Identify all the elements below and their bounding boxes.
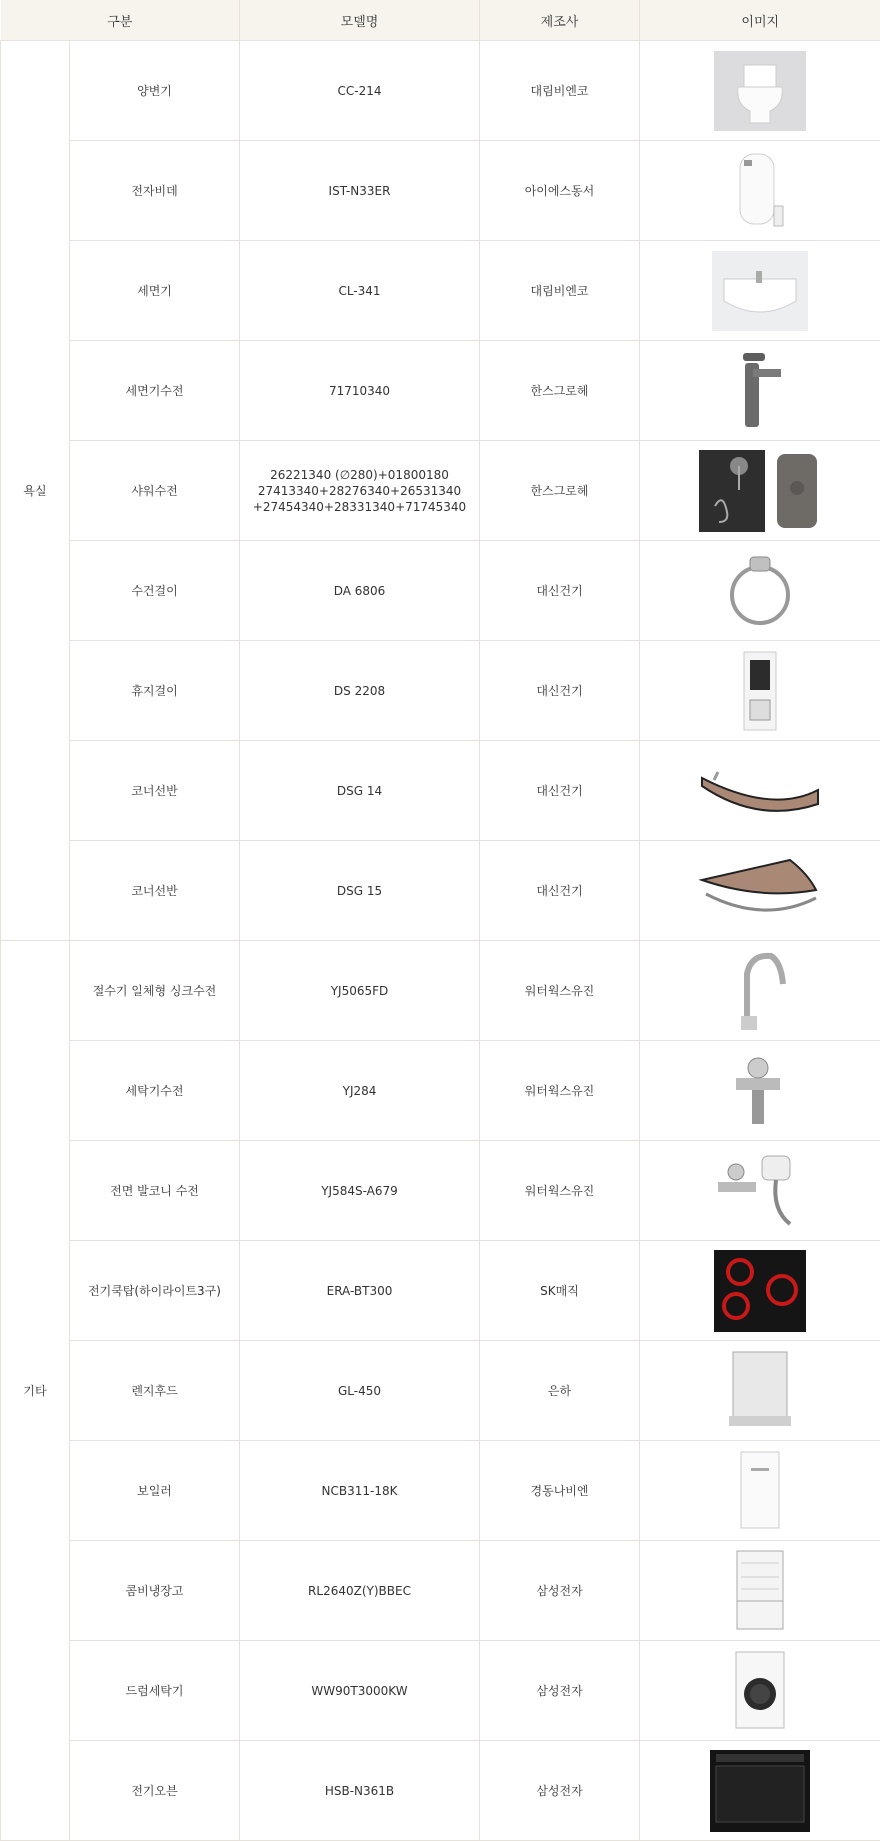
image-cell xyxy=(640,41,880,141)
maker-cell: 워터웍스유진 xyxy=(480,941,640,1041)
maker-cell: 대신건기 xyxy=(480,641,640,741)
towel-ring-icon xyxy=(640,541,880,640)
category-cell: 기타 xyxy=(1,941,70,1841)
image-cell xyxy=(640,1541,880,1641)
image-cell xyxy=(640,1041,880,1141)
maker-cell: 워터웍스유진 xyxy=(480,1141,640,1241)
maker-cell: 삼성전자 xyxy=(480,1741,640,1841)
image-cell xyxy=(640,941,880,1041)
washer-faucet-icon xyxy=(640,1041,880,1140)
item-cell: 수건걸이 xyxy=(70,541,240,641)
item-cell: 세탁기수전 xyxy=(70,1041,240,1141)
item-cell: 샤워수전 xyxy=(70,441,240,541)
maker-cell: 대림비엔코 xyxy=(480,41,640,141)
item-cell: 코너선반 xyxy=(70,741,240,841)
item-cell: 절수기 일체형 싱크수전 xyxy=(70,941,240,1041)
model-line: CC-214 xyxy=(240,83,479,99)
image-cell xyxy=(640,1141,880,1241)
balcony-faucet-icon xyxy=(640,1141,880,1240)
toilet-icon xyxy=(640,41,880,140)
image-cell xyxy=(640,1241,880,1341)
table-row xyxy=(1,1741,880,1841)
item-cell: 전자비데 xyxy=(70,141,240,241)
model-line: ERA-BT300 xyxy=(240,1283,479,1299)
maker-cell: 대신건기 xyxy=(480,541,640,641)
image-cell xyxy=(640,341,880,441)
maker-cell: SK매직 xyxy=(480,1241,640,1341)
boiler-icon xyxy=(640,1441,880,1540)
header-image: 이미지 xyxy=(640,0,880,41)
table-row xyxy=(1,141,880,241)
model-cell xyxy=(240,241,480,341)
table-row xyxy=(1,1341,880,1441)
image-cell xyxy=(640,541,880,641)
model-cell xyxy=(240,1241,480,1341)
model-cell xyxy=(240,941,480,1041)
item-cell: 전기오븐 xyxy=(70,1741,240,1841)
item-cell: 양변기 xyxy=(70,41,240,141)
model-cell xyxy=(240,741,480,841)
model-line: YJ284 xyxy=(240,1083,479,1099)
model-cell xyxy=(240,341,480,441)
model-cell xyxy=(240,141,480,241)
item-cell: 전면 발코니 수전 xyxy=(70,1141,240,1241)
maker-cell: 워터웍스유진 xyxy=(480,1041,640,1141)
header-row xyxy=(1,0,880,41)
model-cell xyxy=(240,1341,480,1441)
image-cell xyxy=(640,741,880,841)
range-hood-icon xyxy=(640,1341,880,1440)
basin-faucet-icon xyxy=(640,341,880,440)
model-cell xyxy=(240,541,480,641)
item-cell: 드럼세탁기 xyxy=(70,1641,240,1741)
model-line: +27454340+28331340+71745340 xyxy=(240,499,479,515)
model-line: DS 2208 xyxy=(240,683,479,699)
image-cell xyxy=(640,141,880,241)
maker-cell: 은하 xyxy=(480,1341,640,1441)
paper-holder-icon xyxy=(640,641,880,740)
table-row xyxy=(1,341,880,441)
model-line: 71710340 xyxy=(240,383,479,399)
model-line: WW90T3000KW xyxy=(240,1683,479,1699)
table-row xyxy=(1,241,880,341)
washing-machine-icon xyxy=(640,1641,880,1740)
model-line: YJ584S-A679 xyxy=(240,1183,479,1199)
image-cell xyxy=(640,1641,880,1741)
model-cell xyxy=(240,1741,480,1841)
item-cell: 코너선반 xyxy=(70,841,240,941)
table-row xyxy=(1,941,880,1041)
model-line: DSG 15 xyxy=(240,883,479,899)
corner-shelf-icon xyxy=(640,741,880,840)
image-cell xyxy=(640,441,880,541)
model-line: 26221340 (∅280)+01800180 xyxy=(240,467,479,483)
maker-cell: 삼성전자 xyxy=(480,1641,640,1741)
maker-cell: 아이에스동서 xyxy=(480,141,640,241)
model-cell xyxy=(240,1641,480,1741)
corner-shelf-rail-icon xyxy=(640,841,880,940)
model-line: RL2640Z(Y)BBEC xyxy=(240,1583,479,1599)
sink-faucet-icon xyxy=(640,941,880,1040)
oven-icon xyxy=(640,1741,880,1840)
header-category: 구분 xyxy=(1,0,240,41)
model-line: DSG 14 xyxy=(240,783,479,799)
image-cell xyxy=(640,1741,880,1841)
image-cell xyxy=(640,241,880,341)
cooktop-icon xyxy=(640,1241,880,1340)
model-line: HSB-N361B xyxy=(240,1783,479,1799)
refrigerator-icon xyxy=(640,1541,880,1640)
table-row xyxy=(1,541,880,641)
model-cell xyxy=(240,641,480,741)
table-body xyxy=(1,41,880,1841)
maker-cell: 대림비엔코 xyxy=(480,241,640,341)
table-row xyxy=(1,1441,880,1541)
model-line: GL-450 xyxy=(240,1383,479,1399)
model-cell xyxy=(240,841,480,941)
item-cell: 세면기수전 xyxy=(70,341,240,441)
item-cell: 휴지걸이 xyxy=(70,641,240,741)
category-cell: 욕실 xyxy=(1,41,70,941)
table-row xyxy=(1,441,880,541)
table-row xyxy=(1,1041,880,1141)
model-line: 27413340+28276340+26531340 xyxy=(240,483,479,499)
maker-cell: 대신건기 xyxy=(480,841,640,941)
item-cell: 세면기 xyxy=(70,241,240,341)
header-model: 모델명 xyxy=(240,0,480,41)
item-cell: 전기쿡탑(하이라이트3구) xyxy=(70,1241,240,1341)
shower-faucet-icon xyxy=(640,441,880,540)
maker-cell: 대신건기 xyxy=(480,741,640,841)
item-cell: 콤비냉장고 xyxy=(70,1541,240,1641)
maker-cell: 한스그로헤 xyxy=(480,341,640,441)
model-line: DA 6806 xyxy=(240,583,479,599)
model-cell xyxy=(240,1541,480,1641)
model-line: IST-N33ER xyxy=(240,183,479,199)
washbasin-icon xyxy=(640,241,880,340)
model-line: CL-341 xyxy=(240,283,479,299)
model-cell xyxy=(240,41,480,141)
item-cell: 렌지후드 xyxy=(70,1341,240,1441)
maker-cell: 경동나비엔 xyxy=(480,1441,640,1541)
bidet-icon xyxy=(640,141,880,240)
model-cell xyxy=(240,441,480,541)
header-maker: 제조사 xyxy=(480,0,640,41)
maker-cell: 삼성전자 xyxy=(480,1541,640,1641)
table-row xyxy=(1,641,880,741)
image-cell xyxy=(640,1441,880,1541)
table-row xyxy=(1,841,880,941)
model-line: YJ5065FD xyxy=(240,983,479,999)
model-cell xyxy=(240,1441,480,1541)
image-cell xyxy=(640,641,880,741)
maker-cell: 한스그로헤 xyxy=(480,441,640,541)
table-row xyxy=(1,1541,880,1641)
table-row xyxy=(1,1641,880,1741)
table-row xyxy=(1,1141,880,1241)
table-row xyxy=(1,41,880,141)
model-line: NCB311-18K xyxy=(240,1483,479,1499)
image-cell xyxy=(640,1341,880,1441)
image-cell xyxy=(640,841,880,941)
model-cell xyxy=(240,1041,480,1141)
item-cell: 보일러 xyxy=(70,1441,240,1541)
table-row xyxy=(1,1241,880,1341)
table-row xyxy=(1,741,880,841)
model-cell xyxy=(240,1141,480,1241)
